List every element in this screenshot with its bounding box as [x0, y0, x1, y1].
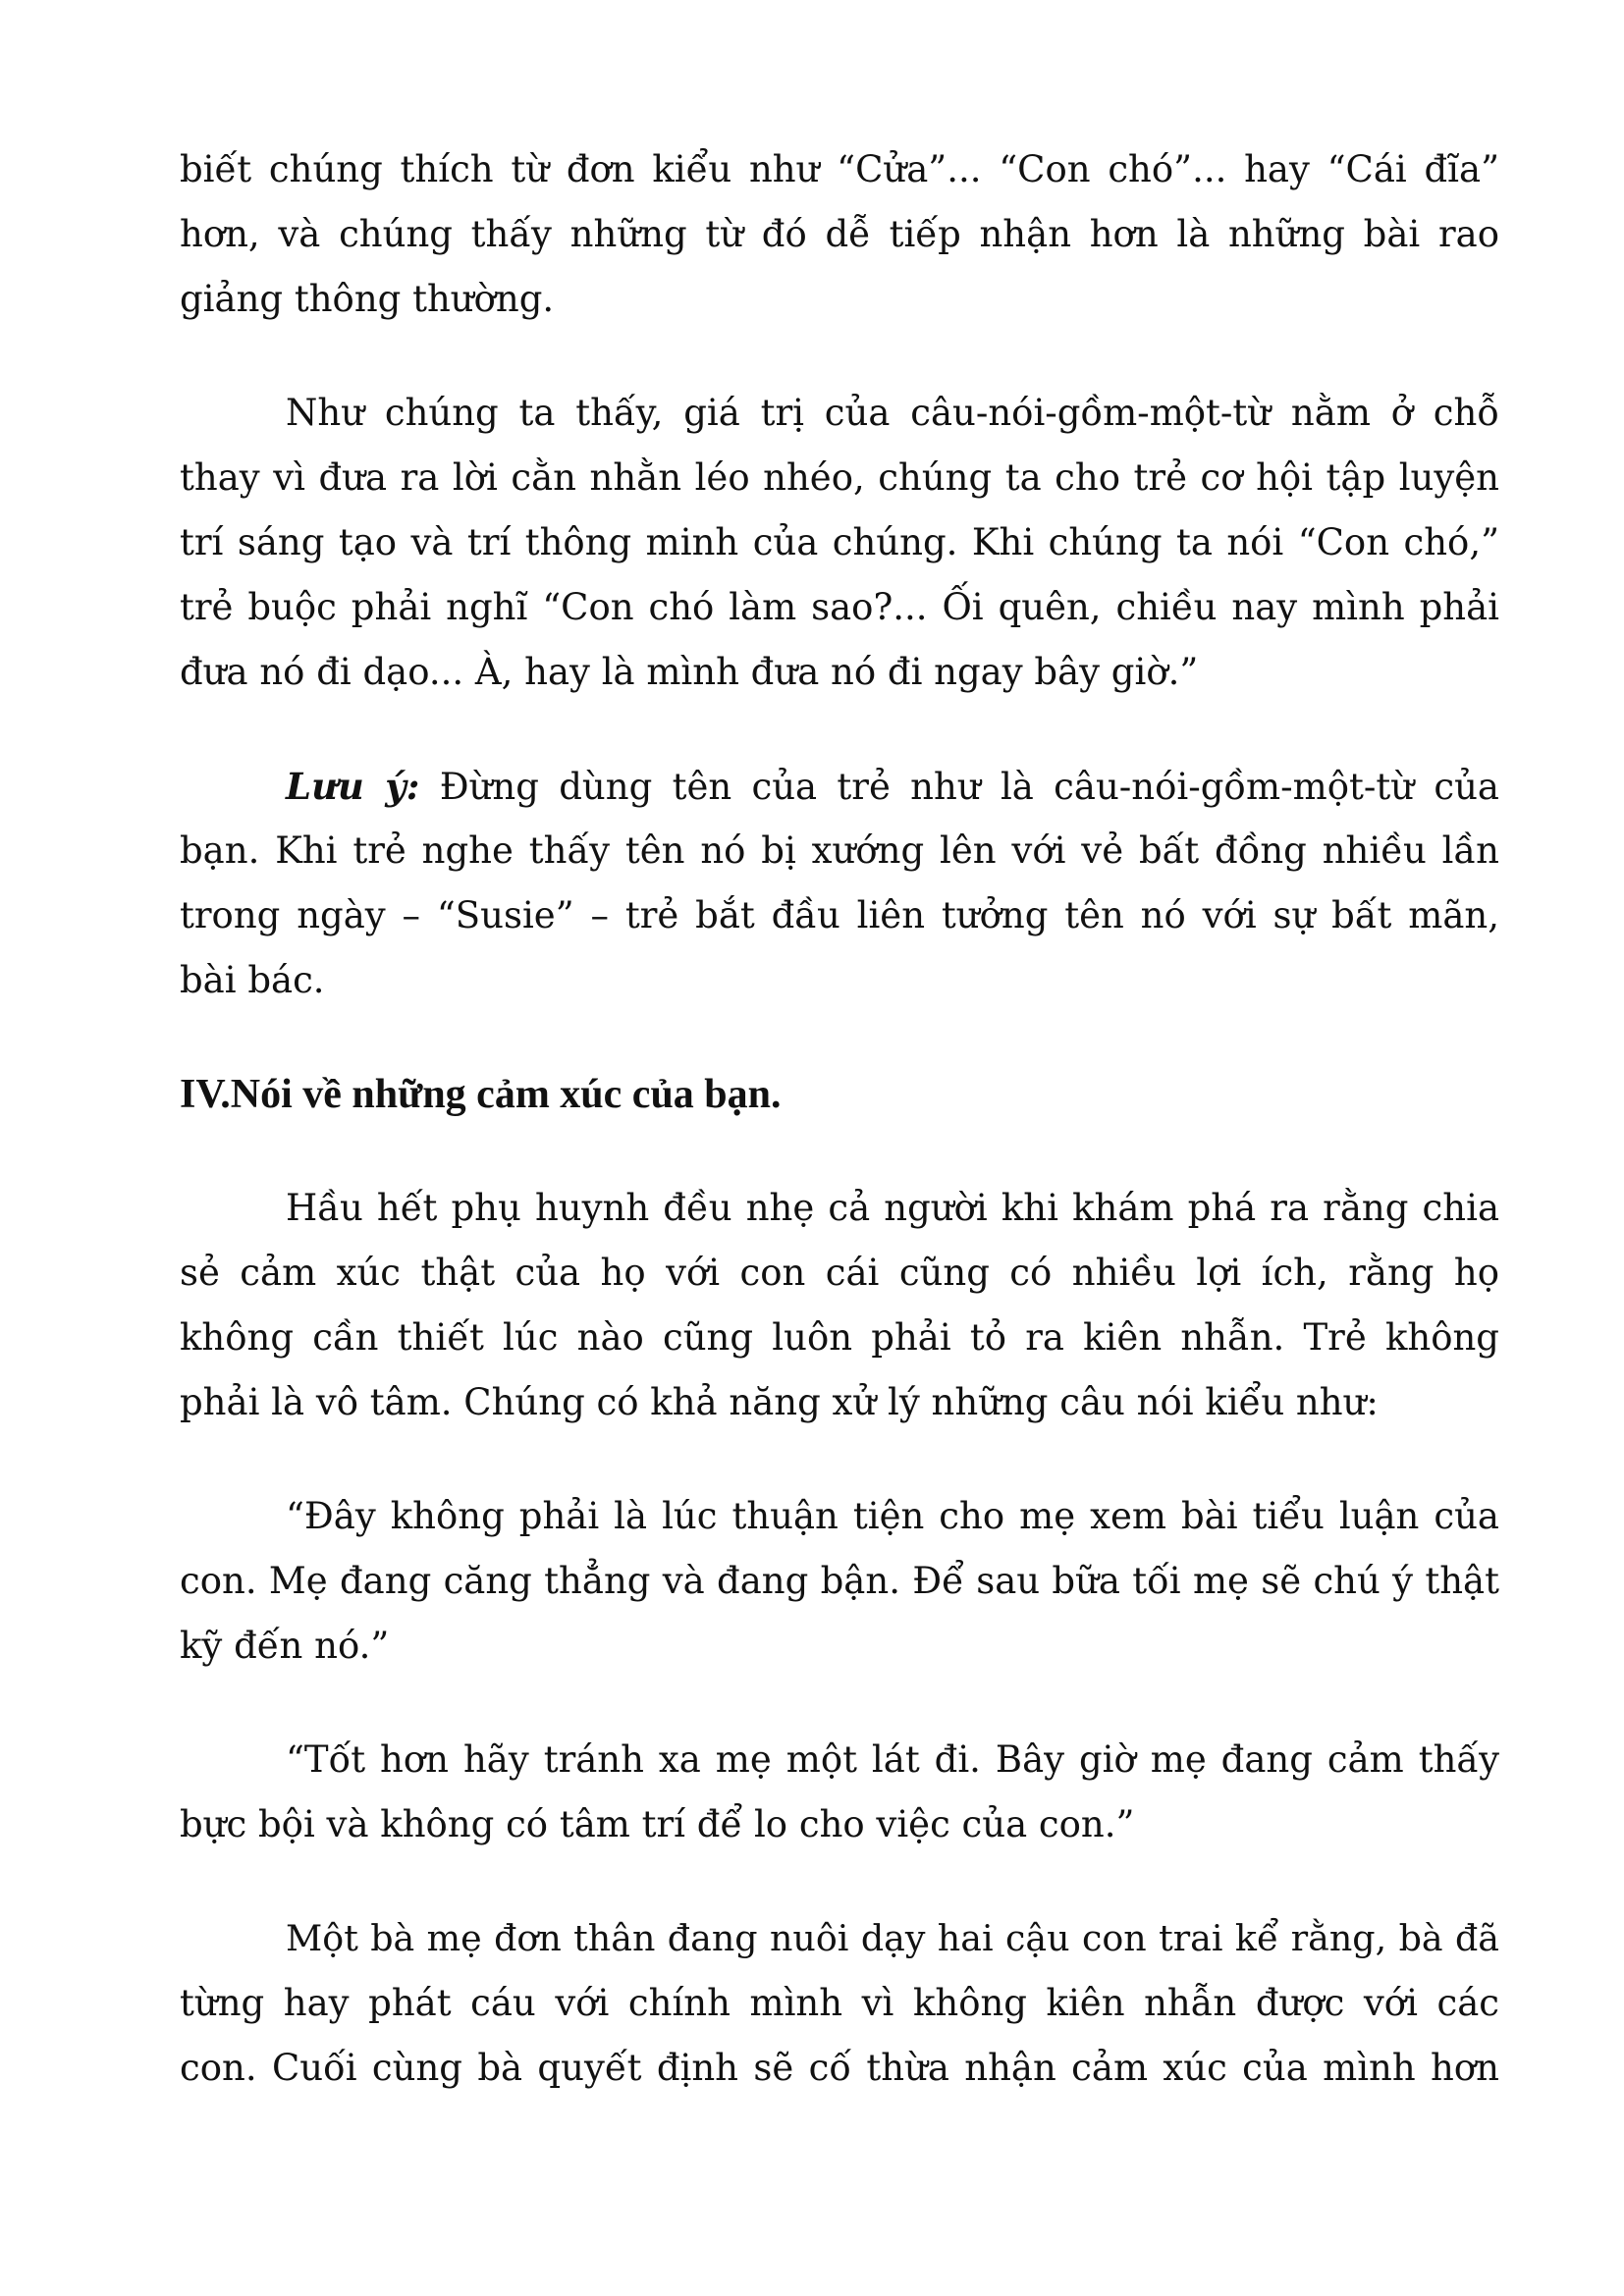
text-line: bài bác.: [180, 959, 325, 1001]
text-line: từng hay phát cáu với chính mình vì không kiên nhẫn được với các: [180, 1982, 1499, 2024]
text-line: trong ngày – “Susie” – trẻ bắt đầu liên tưởng tên nó với sự bất mãn,: [180, 894, 1499, 936]
body-text: [180, 137, 1499, 2150]
text-line: bạn. Khi trẻ nghe thấy tên nó bị xướng lên với vẻ bất đồng nhiều lần: [180, 829, 1499, 872]
paragraph-4: [180, 1176, 1499, 1435]
text-line: kỹ đến nó.”: [180, 1625, 390, 1667]
note-text: Đừng dùng tên của trẻ như là câu-nói-gồm-một-từ của: [439, 766, 1499, 808]
text-line: trí sáng tạo và trí thông minh của chúng. Khi chúng ta nói “Con chó,”: [180, 521, 1499, 563]
text-line: đưa nó đi dạo... À, hay là mình đưa nó đi ngay bây giờ.”: [180, 651, 1199, 693]
text-line: “Tốt hơn hãy tránh xa mẹ một lát đi. Bây giờ mẹ đang cảm thấy: [286, 1738, 1499, 1781]
text-line: thay vì đưa ra lời cằn nhằn léo nhéo, chúng ta cho trẻ cơ hội tập luyện: [180, 456, 1499, 499]
paragraph-7: [180, 1906, 1499, 2101]
quote-paragraph-1: [180, 1484, 1499, 1679]
text-line: trẻ buộc phải nghĩ “Con chó làm sao?... Ối quên, chiều nay mình phải: [180, 586, 1499, 628]
text-line: [180, 754, 1499, 819]
text-line: bực bội và không có tâm trí để lo cho việc của con.”: [180, 1803, 1135, 1845]
paragraph-1: [180, 137, 1499, 332]
text-line: giảng thông thường.: [180, 278, 555, 320]
text-line: Một bà mẹ đơn thân đang nuôi dạy hai cậu con trai kể rằng, bà đã: [286, 1917, 1499, 1959]
text-line: Như chúng ta thấy, giá trị của câu-nói-gồm-một-từ nằm ở chỗ: [286, 392, 1499, 434]
paragraph-2: [180, 381, 1499, 705]
text-line: không cần thiết lúc nào cũng luôn phải tỏ ra kiên nhẫn. Trẻ không: [180, 1316, 1499, 1359]
text-line: hơn, và chúng thấy những từ đó dễ tiếp nhận hơn là những bài rao: [180, 213, 1499, 255]
text-line: Hầu hết phụ huynh đều nhẹ cả người khi khám phá ra rằng chia: [286, 1187, 1499, 1229]
note-paragraph: [180, 754, 1499, 1013]
text-line: biết chúng thích từ đơn kiểu như “Cửa”... “Con chó”... hay “Cái đĩa”: [180, 148, 1499, 190]
text-line: sẻ cảm xúc thật của họ với con cái cũng có nhiều lợi ích, rằng họ: [180, 1252, 1499, 1294]
text-line: “Đây không phải là lúc thuận tiện cho mẹ xem bài tiểu luận của: [286, 1495, 1499, 1537]
text-line: phải là vô tâm. Chúng có khả năng xử lý những câu nói kiểu như:: [180, 1381, 1379, 1423]
section-heading: IV.Nói về những cảm xúc của bạn.: [180, 1072, 782, 1117]
text-line: con. Mẹ đang căng thẳng và đang bận. Để sau bữa tối mẹ sẽ chú ý thật: [180, 1560, 1499, 1602]
quote-paragraph-2: [180, 1728, 1499, 1857]
text-line: con. Cuối cùng bà quyết định sẽ cố thừa nhận cảm xúc của mình hơn: [180, 2047, 1499, 2089]
note-label: Lưu ý:: [286, 765, 420, 808]
